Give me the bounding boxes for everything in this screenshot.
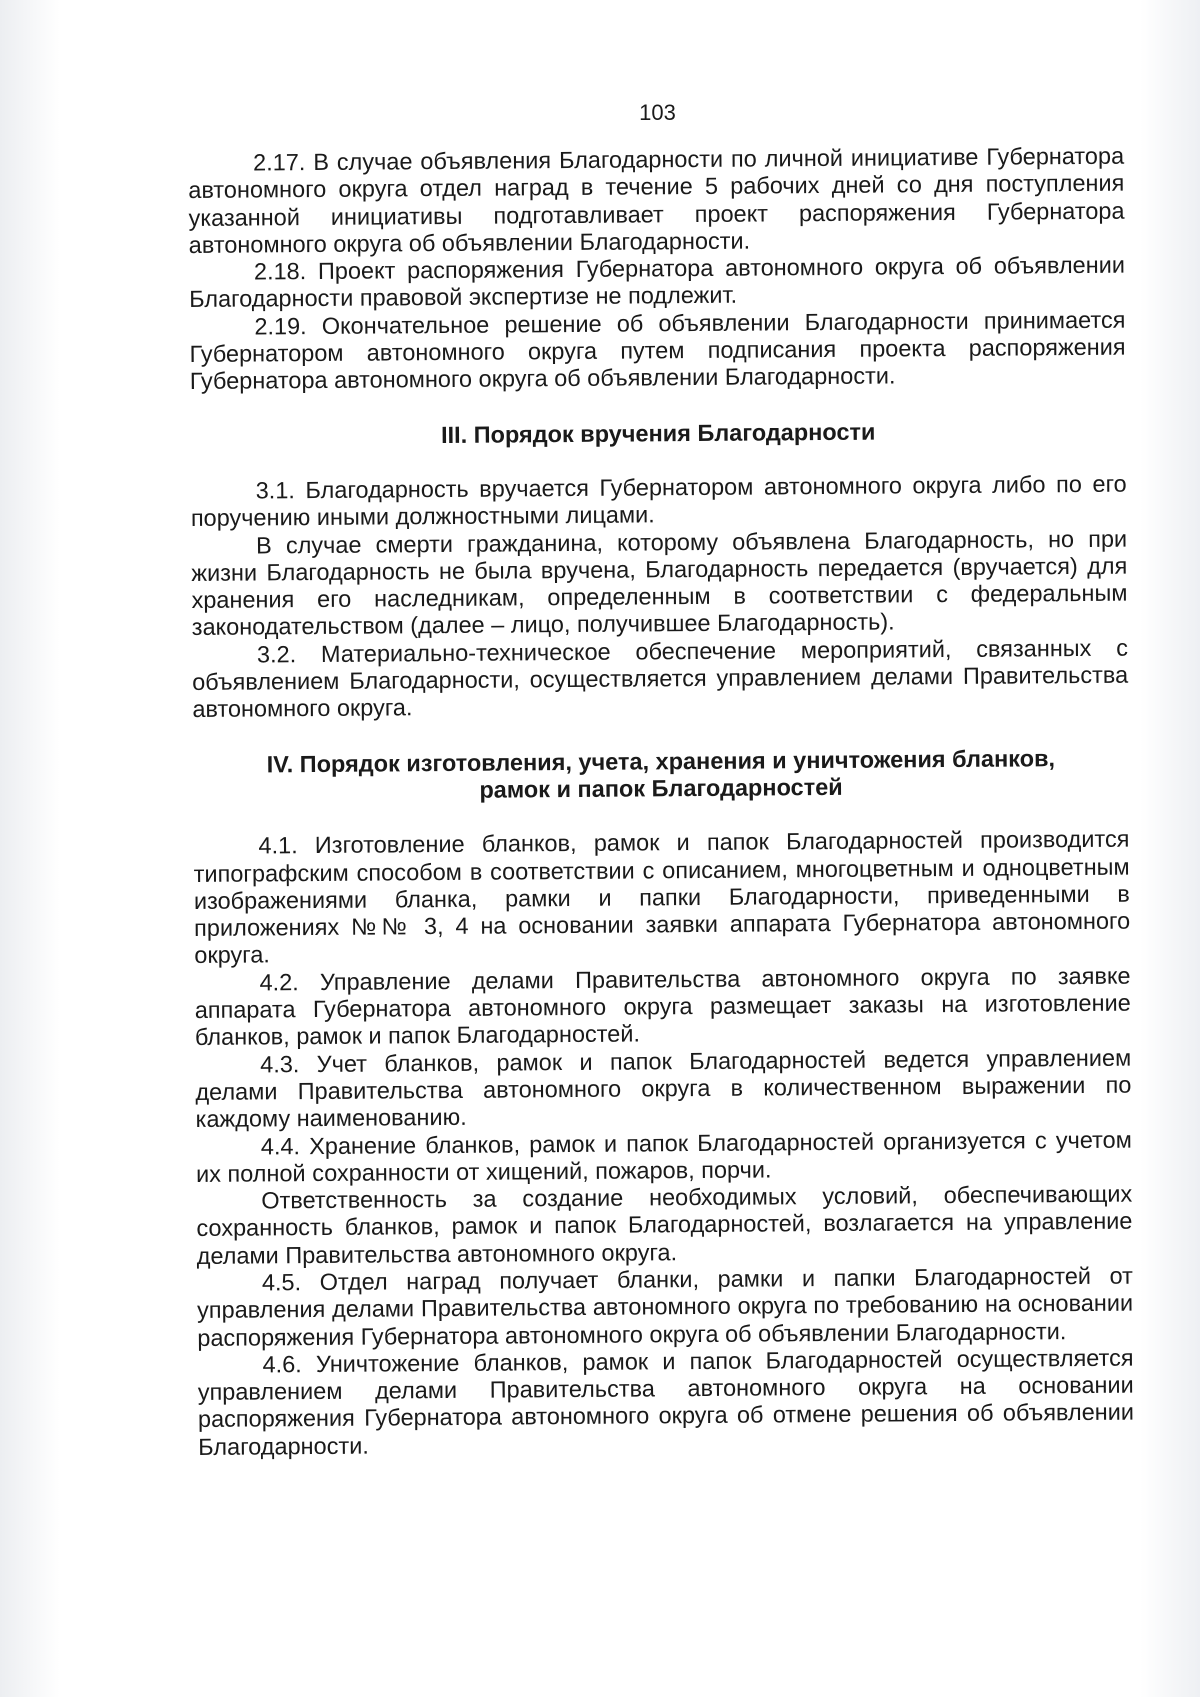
page-number: 103 [639,100,676,125]
paragraph-4-1: 4.1. Изготовление бланков, рамок и папок Благодарностей производится типографским способом в соответствии с описанием, многоцветным и одноцветным изображениями бланка, рамки и папки Благодарности, приведенными в приложениях №№ 3, 4 на основании заявки аппарата Губернатора автономного округа. [193,825,1131,969]
paragraph-4-4-responsibility: Ответственность за создание необходимых условий, обеспечивающих сохранность бланков, рамок и папок Благодарностей, возлагается на управление делами Правительства автономного округа. [196,1180,1133,1269]
document-body [188,143,1134,1461]
paragraph-3-1-death: В случае смерти гражданина, которому объявлена Благодарность, но при жизни Благодарность не была вручена, Благодарность передается (вручается) для хранения его наследникам, определенным в соответствии с федеральным законодательством (далее – лицо, получившее Благодарность). [191,525,1128,641]
paragraph-4-5: 4.5. Отдел наград получает бланки, рамки и папки Благодарностей от управления делами Правительства автономного округа по требованию на основании распоряжения Губернатора автономного округа об объявлении Благодарности. [197,1262,1134,1351]
section-iii-heading: III. Порядок вручения Благодарности [440,418,876,448]
paragraph-4-2: 4.2. Управление делами Правительства автономного округа по заявке аппарата Губернатора автономного округа размещает заказы на изготовление бланков, рамок и папок Благодарностей. [194,962,1131,1051]
paragraph-3-1: 3.1. Благодарность вручается Губернатором автономного округа либо по его поручению иными должностными лицами. [190,470,1127,532]
paragraph-2-18: 2.18. Проект распоряжения Губернатора автономного округа об объявлении Благодарности правовой экспертизе не подлежит. [189,251,1126,313]
paragraph-4-4: 4.4. Хранение бланков, рамок и папок Благодарностей организуется с учетом их полной сохранности от хищений, пожаров, порчи. [195,1126,1132,1187]
section-iv-heading-line-2: рамок и папок Благодарностей [479,773,843,803]
paragraph-3-2: 3.2. Материально-техническое обеспечение мероприятий, связанных с объявлением Благодарности, осуществляется управлением делами Правительства автономного округа. [192,634,1129,723]
paragraph-2-17: 2.17. В случае объявления Благодарности по личной инициативе Губернатора автономного округа отдел наград в течение 5 рабочих дней со дня поступления указанной инициативы подготавливает проект распоряжения Губернатора автономного округа об объявлении Благодарности. [188,142,1125,258]
section-iv-heading-line-1: IV. Порядок изготовления, учета, хранения и уничтожения бланков, [266,744,1056,778]
paragraph-4-3: 4.3. Учет бланков, рамок и папок Благодарностей ведется управлением делами Правительства автономного округа в количественном выражении по каждому наименованию. [195,1044,1132,1133]
paragraph-4-6: 4.6. Уничтожение бланков, рамок и папок Благодарностей осуществляется управлением делами Правительства автономного округа на основании распоряжения Губернатора автономного округа об отмене решения об объявлении Благодарности. [197,1344,1135,1460]
paragraph-2-19: 2.19. Окончательное решение об объявлении Благодарности принимается Губернатором автономного округа путем подписания проекта распоряжения Губернатора автономного округа об объявлении Благодарности. [189,306,1126,395]
